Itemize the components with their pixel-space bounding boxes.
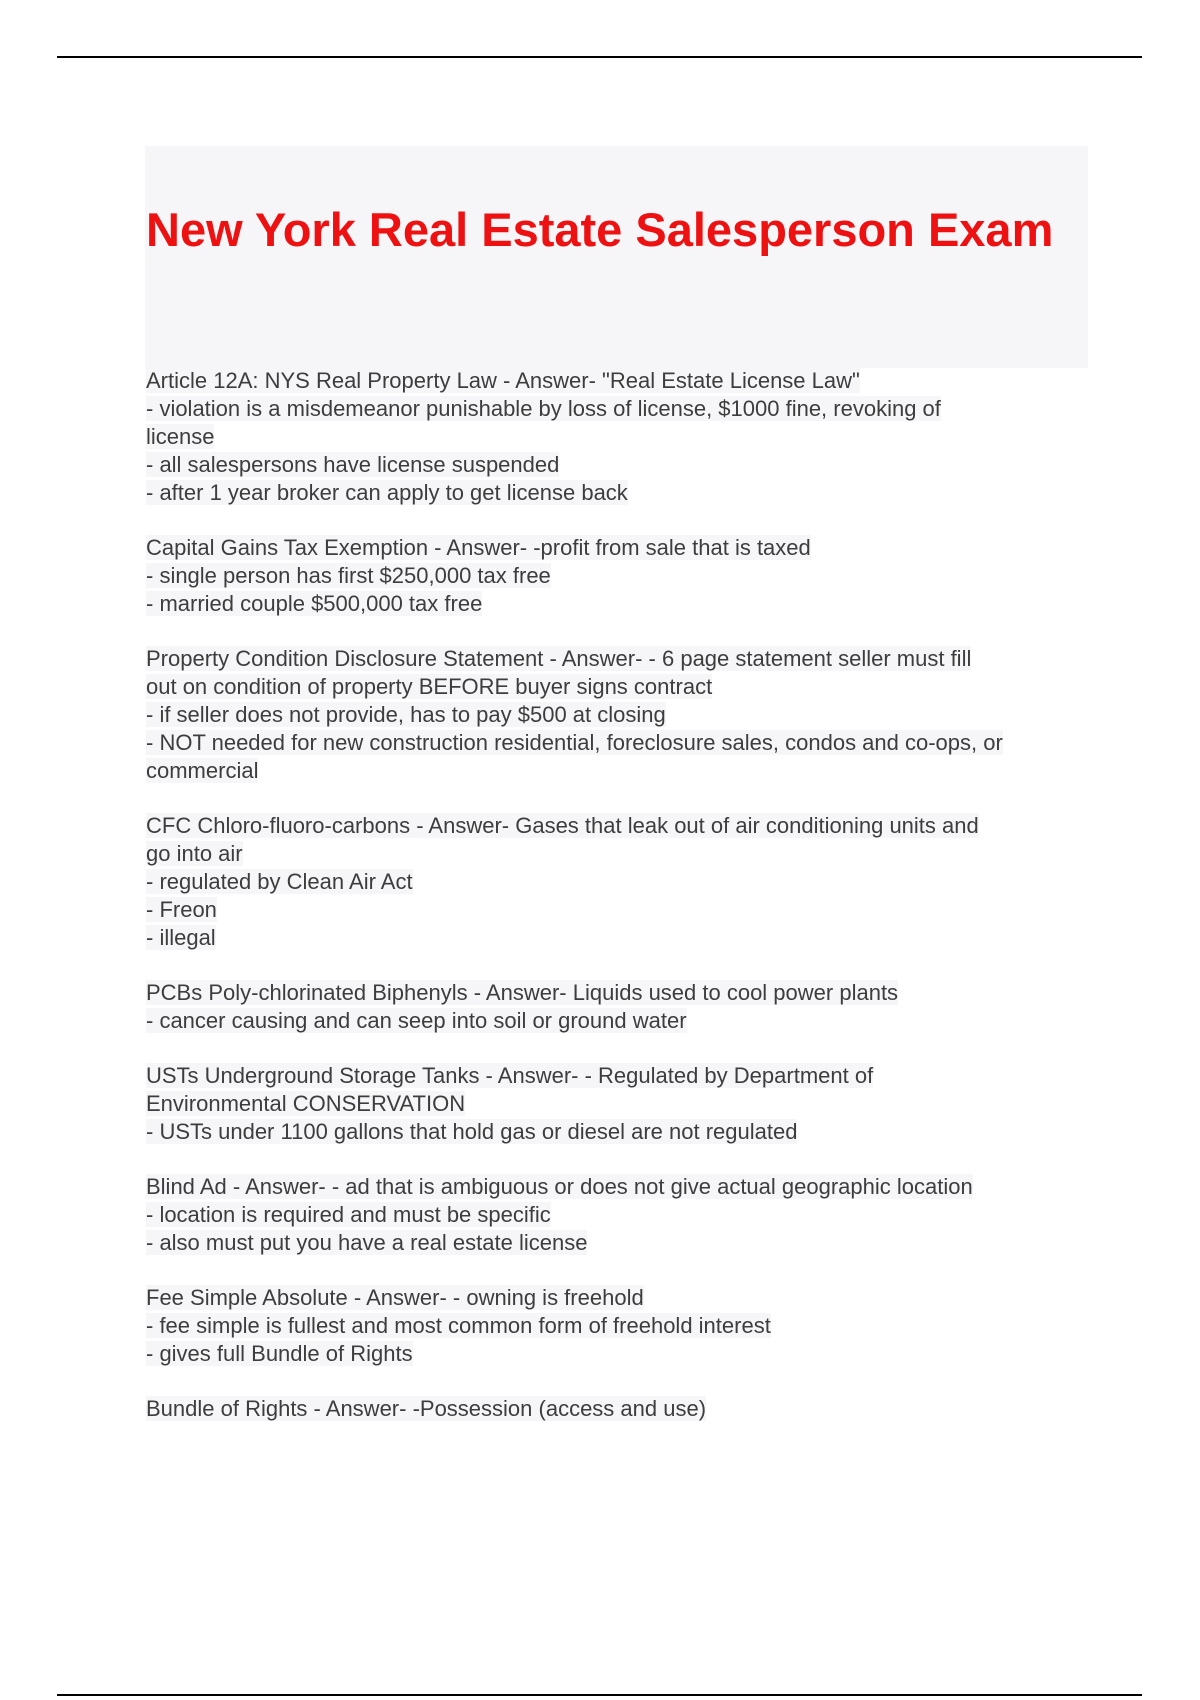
qa-detail-line (146, 395, 1096, 423)
qa-term-line (146, 979, 1096, 1007)
qa-detail-line (146, 1340, 1096, 1368)
line-text: out on condition of property BEFORE buyer signs contract (146, 674, 713, 699)
qa-detail-line (146, 868, 1096, 896)
qa-entry (146, 1062, 1096, 1146)
qa-term-line (146, 645, 1096, 673)
line-text: - NOT needed for new construction residential, foreclosure sales, condos and co-ops, or (146, 730, 1003, 755)
line-text: - all salespersons have license suspended (146, 452, 560, 477)
qa-term-line (146, 534, 1096, 562)
qa-term-line (146, 812, 1096, 840)
line-text: - regulated by Clean Air Act (146, 869, 413, 894)
qa-term-line (146, 1173, 1096, 1201)
line-text: Capital Gains Tax Exemption - Answer- -profit from sale that is taxed (146, 535, 811, 560)
line-text: - married couple $500,000 tax free (146, 591, 483, 616)
qa-term-line (146, 1284, 1096, 1312)
qa-detail-line (146, 924, 1096, 952)
qa-detail-line (146, 1229, 1096, 1257)
line-text: - gives full Bundle of Rights (146, 1341, 413, 1366)
qa-detail-line (146, 423, 1096, 451)
qa-detail-line (146, 896, 1096, 924)
qa-detail-line (146, 1312, 1096, 1340)
qa-detail-line (146, 479, 1096, 507)
qa-entry (146, 367, 1096, 507)
qa-term-line (146, 1062, 1096, 1090)
line-text: Property Condition Disclosure Statement - Answer- - 6 page statement seller must fill (146, 646, 972, 671)
line-text: - fee simple is fullest and most common form of freehold interest (146, 1313, 771, 1338)
qa-entry (146, 645, 1096, 785)
line-text: - cancer causing and can seep into soil or ground water (146, 1008, 687, 1033)
qa-entry (146, 534, 1096, 618)
qa-entry (146, 1284, 1096, 1368)
qa-entry (146, 812, 1096, 952)
top-rule (57, 56, 1142, 58)
line-text: - single person has first $250,000 tax free (146, 563, 551, 588)
line-text: USTs Underground Storage Tanks - Answer- - Regulated by Department of (146, 1063, 874, 1088)
qa-detail-line (146, 562, 1096, 590)
line-text: Bundle of Rights - Answer- -Possession (access and use) (146, 1396, 707, 1421)
qa-detail-line (146, 1090, 1096, 1118)
bottom-rule (57, 1694, 1142, 1696)
qa-entry (146, 979, 1096, 1035)
qa-detail-line (146, 1118, 1096, 1146)
qa-detail-line (146, 701, 1096, 729)
qa-detail-line (146, 840, 1096, 868)
qa-entry (146, 1395, 1096, 1423)
line-text: - illegal (146, 925, 216, 950)
line-text: go into air (146, 841, 243, 866)
qa-detail-line (146, 1007, 1096, 1035)
line-text: Environmental CONSERVATION (146, 1091, 466, 1116)
line-text: Article 12A: NYS Real Property Law - Answer- "Real Estate License Law" (146, 368, 860, 393)
line-text: - after 1 year broker can apply to get license back (146, 480, 628, 505)
line-text: Fee Simple Absolute - Answer- - owning is freehold (146, 1285, 644, 1310)
qa-term-line (146, 1395, 1096, 1423)
line-text: license (146, 424, 215, 449)
qa-term-line (146, 367, 1096, 395)
line-text: - also must put you have a real estate license (146, 1230, 588, 1255)
line-text: commercial (146, 758, 259, 783)
qa-detail-line (146, 757, 1096, 785)
line-text: - location is required and must be specific (146, 1202, 551, 1227)
line-text: CFC Chloro-fluoro-carbons - Answer- Gases that leak out of air conditioning units and (146, 813, 979, 838)
qa-detail-line (146, 1201, 1096, 1229)
line-text: PCBs Poly-chlorinated Biphenyls - Answer- Liquids used to cool power plants (146, 980, 899, 1005)
qa-detail-line (146, 451, 1096, 479)
qa-list (146, 367, 1096, 1450)
line-text: - violation is a misdemeanor punishable by loss of license, $1000 fine, revoking of (146, 396, 941, 421)
document-title: New York Real Estate Salesperson Exam (146, 203, 1054, 256)
qa-detail-line (146, 729, 1096, 757)
qa-detail-line (146, 590, 1096, 618)
line-text: - Freon (146, 897, 217, 922)
qa-entry (146, 1173, 1096, 1257)
line-text: - if seller does not provide, has to pay $500 at closing (146, 702, 666, 727)
qa-detail-line (146, 673, 1096, 701)
line-text: Blind Ad - Answer- - ad that is ambiguous or does not give actual geographic location (146, 1174, 973, 1199)
line-text: - USTs under 1100 gallons that hold gas or diesel are not regulated (146, 1119, 798, 1144)
